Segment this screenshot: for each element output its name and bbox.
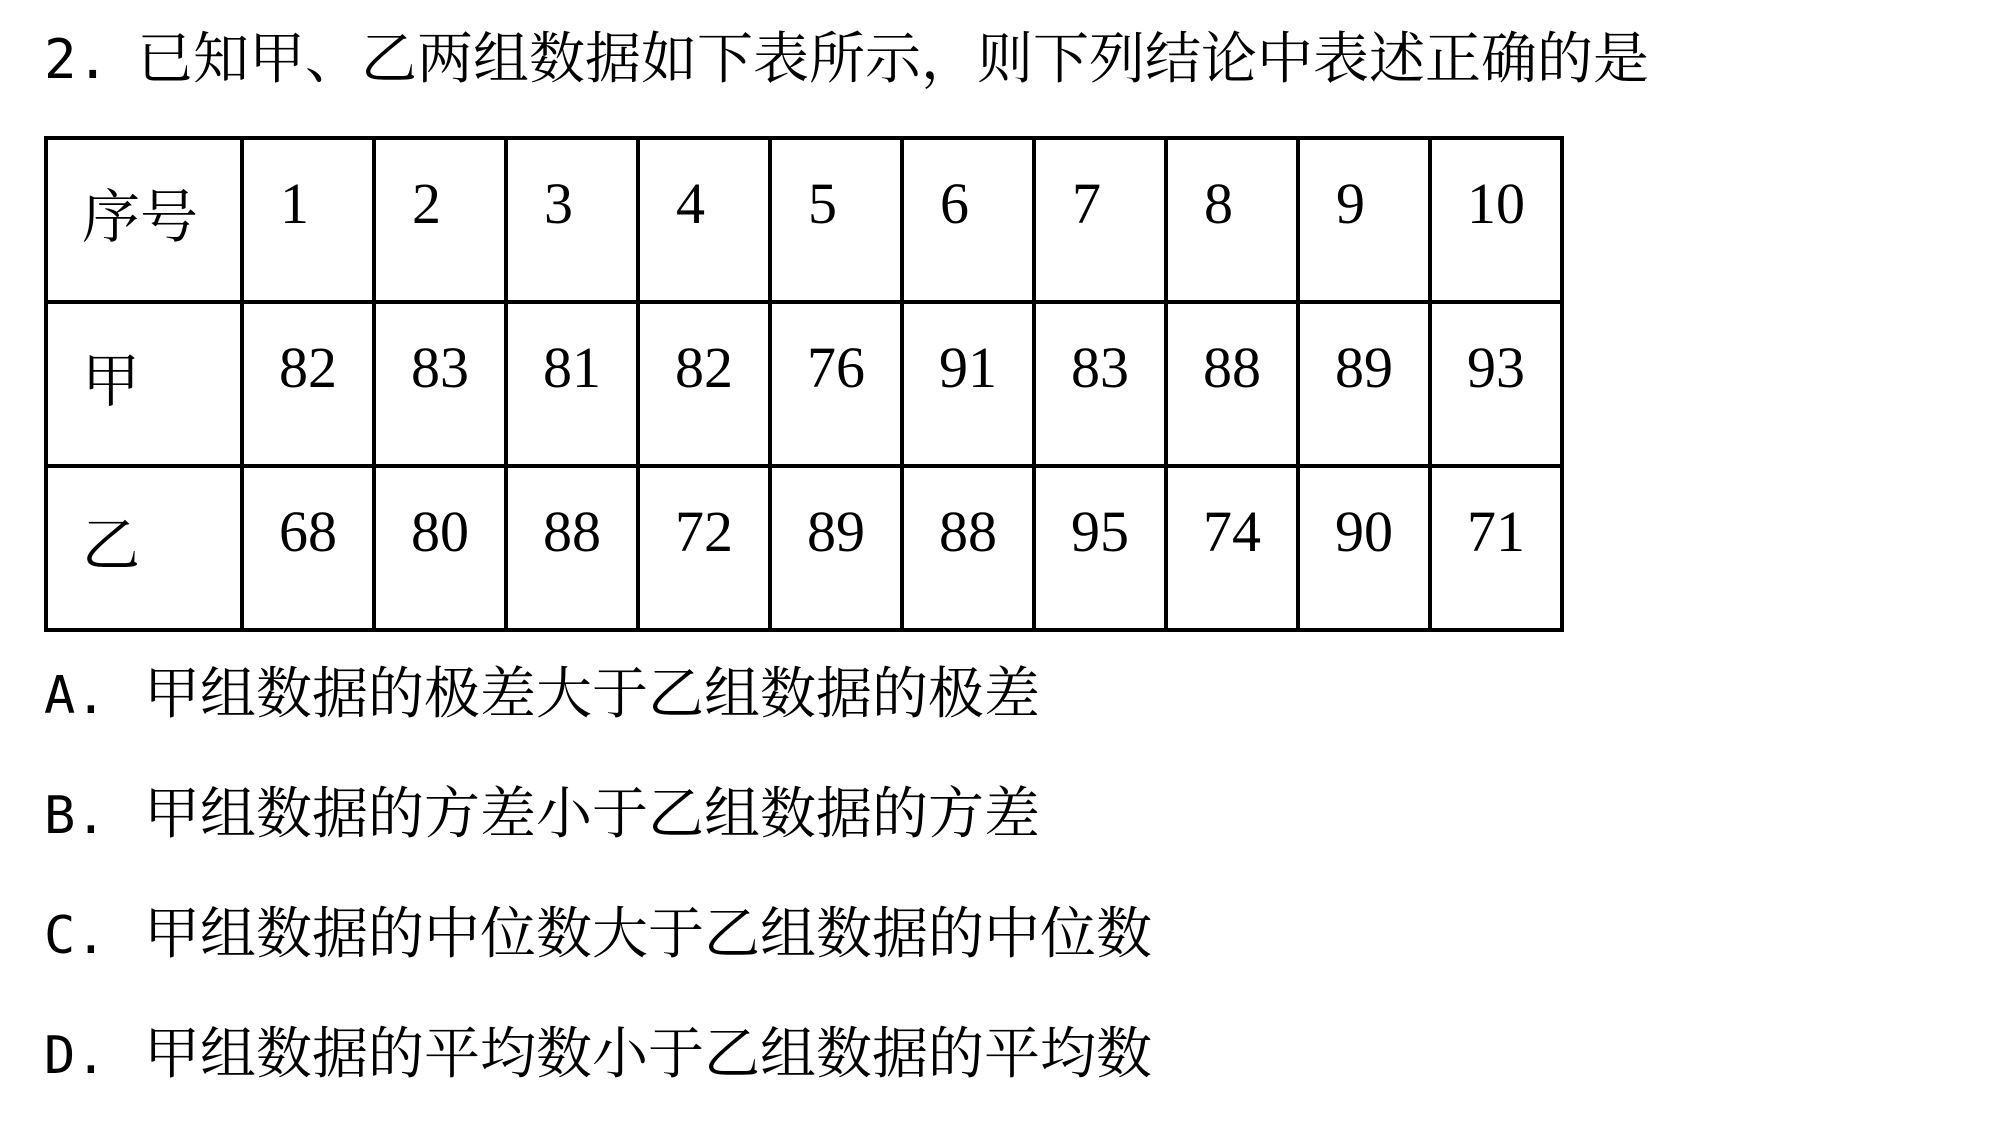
index-value: 3 <box>544 171 573 236</box>
value-cell <box>638 466 770 630</box>
index-cell <box>1166 138 1298 302</box>
index-cell <box>1034 138 1166 302</box>
index-cell <box>242 138 374 302</box>
option-letter: B. <box>44 786 107 846</box>
option-a <box>44 650 1152 770</box>
value-cell <box>1298 466 1430 630</box>
cell-value: 83 <box>411 335 469 400</box>
option-letter: C. <box>44 906 107 966</box>
row-label: 乙 <box>82 513 141 578</box>
index-value: 10 <box>1467 171 1525 236</box>
row-label-cell <box>46 302 242 466</box>
cell-value: 68 <box>279 499 337 564</box>
value-cell <box>1430 466 1562 630</box>
option-c <box>44 890 1152 1010</box>
option-text: 甲组数据的极差大于乙组数据的极差 <box>144 662 1040 727</box>
table-row-yi <box>46 466 1562 630</box>
table-row-jia <box>46 302 1562 466</box>
value-cell <box>770 302 902 466</box>
index-value: 2 <box>412 171 441 236</box>
cell-value: 81 <box>543 335 601 400</box>
index-value: 7 <box>1072 171 1101 236</box>
question-text: 已知甲、乙两组数据如下表所示，则下列结论中表述正确的是 <box>137 27 1650 92</box>
index-cell <box>506 138 638 302</box>
option-b <box>44 770 1152 890</box>
answer-options <box>44 650 1152 1130</box>
value-cell <box>1166 302 1298 466</box>
cell-value: 89 <box>807 499 865 564</box>
question-stem <box>44 20 1649 100</box>
cell-value: 74 <box>1203 499 1261 564</box>
cell-value: 88 <box>939 499 997 564</box>
index-cell <box>770 138 902 302</box>
value-cell <box>1298 302 1430 466</box>
cell-value: 72 <box>675 499 733 564</box>
cell-value: 71 <box>1467 499 1525 564</box>
question-number: 2. <box>44 28 110 91</box>
option-text: 甲组数据的中位数大于乙组数据的中位数 <box>144 902 1152 967</box>
value-cell <box>638 302 770 466</box>
index-value: 9 <box>1336 171 1365 236</box>
cell-value: 93 <box>1467 335 1525 400</box>
index-cell <box>638 138 770 302</box>
option-text: 甲组数据的方差小于乙组数据的方差 <box>144 782 1040 847</box>
value-cell <box>1166 466 1298 630</box>
cell-value: 89 <box>1335 335 1393 400</box>
data-table <box>44 136 1564 632</box>
cell-value: 88 <box>1203 335 1261 400</box>
header-label: 序号 <box>82 185 199 250</box>
value-cell <box>242 302 374 466</box>
cell-value: 91 <box>939 335 997 400</box>
cell-value: 82 <box>675 335 733 400</box>
option-d <box>44 1010 1152 1130</box>
index-cell <box>1298 138 1430 302</box>
row-label: 甲 <box>82 349 141 414</box>
value-cell <box>374 466 506 630</box>
cell-value: 76 <box>807 335 865 400</box>
index-value: 6 <box>940 171 969 236</box>
value-cell <box>770 466 902 630</box>
cell-value: 82 <box>279 335 337 400</box>
value-cell <box>506 466 638 630</box>
option-letter: D. <box>44 1026 107 1086</box>
option-text: 甲组数据的平均数小于乙组数据的平均数 <box>144 1022 1152 1087</box>
index-value: 5 <box>808 171 837 236</box>
index-cell <box>1430 138 1562 302</box>
cell-value: 80 <box>411 499 469 564</box>
row-label-cell <box>46 466 242 630</box>
table-header-row <box>46 138 1562 302</box>
cell-value: 88 <box>543 499 601 564</box>
value-cell <box>1034 302 1166 466</box>
index-value: 1 <box>280 171 309 236</box>
cell-value: 90 <box>1335 499 1393 564</box>
value-cell <box>902 302 1034 466</box>
index-cell <box>374 138 506 302</box>
value-cell <box>1034 466 1166 630</box>
option-letter: A. <box>44 666 107 726</box>
index-value: 4 <box>676 171 705 236</box>
cell-value: 95 <box>1071 499 1129 564</box>
header-label-cell <box>46 138 242 302</box>
value-cell <box>374 302 506 466</box>
index-value: 8 <box>1204 171 1233 236</box>
value-cell <box>1430 302 1562 466</box>
cell-value: 83 <box>1071 335 1129 400</box>
value-cell <box>506 302 638 466</box>
value-cell <box>242 466 374 630</box>
value-cell <box>902 466 1034 630</box>
index-cell <box>902 138 1034 302</box>
